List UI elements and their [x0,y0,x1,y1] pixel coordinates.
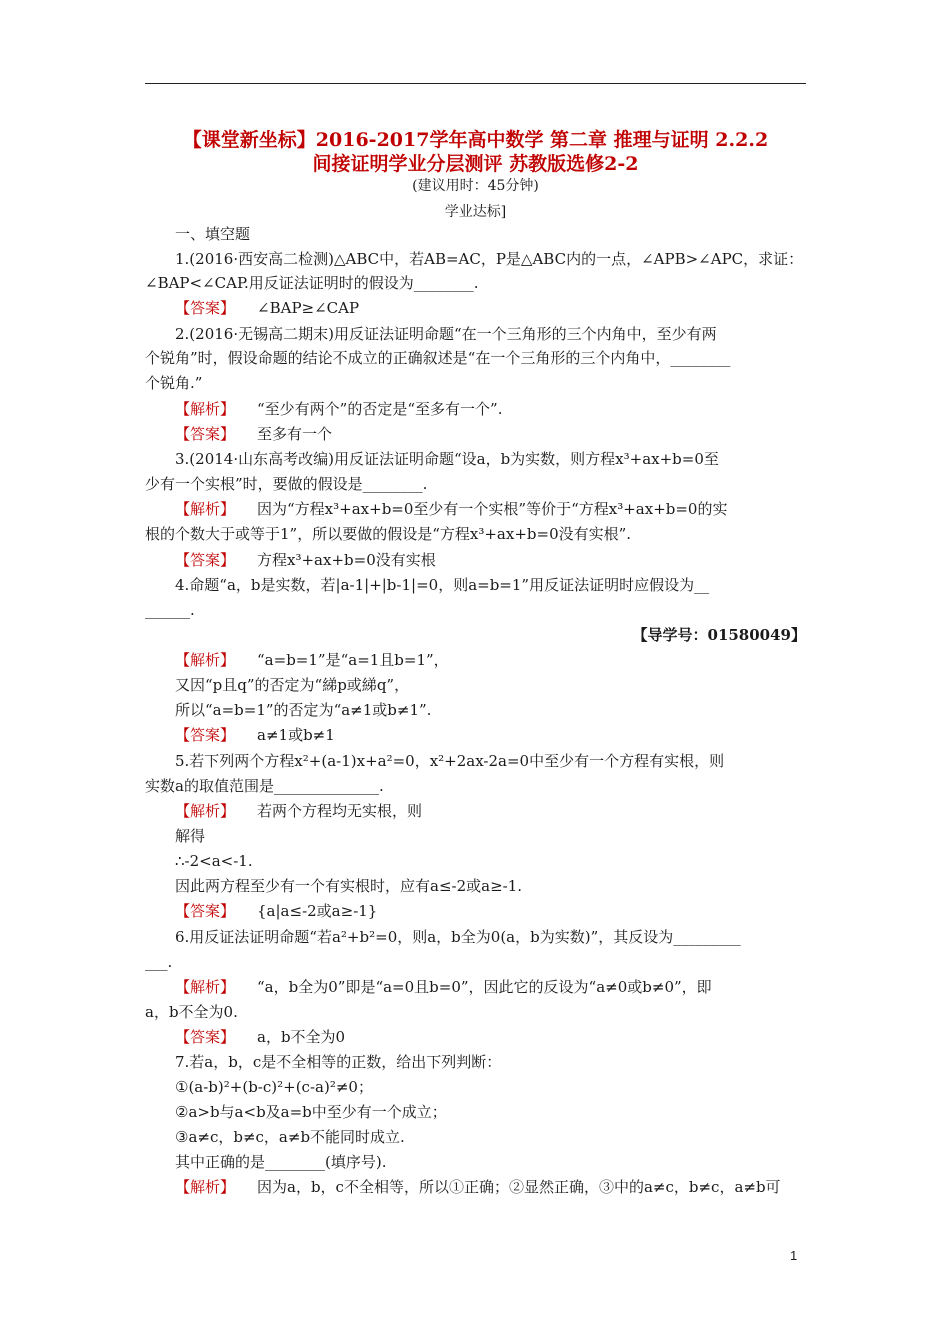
q5-text-2: 实数a的取值范围是______________. [145,777,384,795]
q3-analysis-1 [145,497,806,521]
answer-tag: 【答案】 [175,1028,236,1046]
q2-text-3: 个锐角.” [145,374,203,392]
q6-text-1: 6.用反证法证明命题“若a²+b²=0，则a，b全为0(a，b为实数)”，其反设为_________ [175,928,741,946]
title-line-2: 间接证明学业分层测评 苏教版选修2-2 [312,153,639,175]
q2-text-2: 个锐角”时，假设命题的结论不成立的正确叙述是“在一个三角形的三个内角中，________ [145,349,731,367]
q6-analysis-2: a，b不全为0. [145,1003,238,1021]
q5-analysis-text: 若两个方程均无实根，则 [257,802,423,820]
answer-tag: 【答案】 [175,299,236,317]
answer-tag: 【答案】 [175,425,236,443]
q6-answer-text: a，b不全为0 [257,1028,346,1046]
q1-text-1: 1.(2016·西安高二检测)△ABC中，若AB=AC，P是△ABC内的一点，∠APB>∠APC，求证： [175,250,804,268]
q2-analysis-text: “至少有两个”的否定是“至多有一个”. [257,400,503,418]
suggested-time: (建议用时：45分钟) [412,178,539,194]
q2-answer-text: 至多有一个 [257,425,333,443]
answer-tag: 【答案】 [175,551,236,569]
q2-answer [145,422,806,446]
q5-answer [145,899,806,923]
q7-text-5: 其中正确的是________(填序号). [175,1153,387,1171]
q7-analysis-text: 因为a，b，c不全相等，所以①正确；②显然正确，③中的a≠c，b≠c，a≠b可 [257,1178,781,1196]
answer-tag: 【答案】 [175,726,236,744]
answer-tag: 【答案】 [175,902,236,920]
q3-analysis-text: 因为“方程x³+ax+b=0至少有一个实根”等价于“方程x³+ax+b=0的实 [257,500,728,518]
analysis-tag: 【解析】 [175,1178,236,1196]
q4-analysis-text: “a=b=1”是“a=1且b=1”， [257,651,449,669]
header-rule [145,83,806,84]
analysis-tag: 【解析】 [175,500,236,518]
q7-text-1: 7.若a，b，c是不全相等的正数，给出下列判断： [175,1053,502,1071]
q6-analysis-1 [145,975,806,999]
document-title [145,128,806,176]
q4-answer-text: a≠1或b≠1 [257,726,335,744]
q7-text-2: ①(a-b)²+(b-c)²+(c-a)²≠0； [175,1078,373,1096]
q1-answer [145,296,806,320]
q5-analysis-4: 因此两方程至少有一个有实根时，应有a≤-2或a≥-1. [175,877,523,895]
q6-analysis-text: “a，b全为0”即是“a=0且b=0”，因此它的反设为“a≠0或b≠0”，即 [257,978,712,996]
q4-analysis-1 [145,648,806,672]
analysis-tag: 【解析】 [175,978,236,996]
q5-text-1: 5.若下列两个方程x²+(a-1)x+a²=0，x²+2ax-2a=0中至少有一个方程有实根，则 [175,752,725,770]
q5-analysis-2: 解得 [175,827,206,845]
q4-text-2: ______. [145,601,195,619]
title-line-1: 【课堂新坐标】2016-2017学年高中数学 第二章 推理与证明 2.2.2 [182,129,769,151]
q3-answer-text: 方程x³+ax+b=0没有实根 [257,551,436,569]
q1-text-2: ∠BAP<∠CAP.用反证法证明时的假设为________. [145,274,479,292]
q2-text-1: 2.(2016·无锡高二期末)用反证法证明命题“在一个三角形的三个内角中，至少有两 [175,325,717,343]
q4-analysis-2: 又因“p且q”的否定为“綈p或綈q”， [175,676,410,694]
q4-analysis-3: 所以“a=b=1”的否定为“a≠1或b≠1”. [175,701,432,719]
page-number: 1 [790,1248,798,1263]
q7-text-3: ②a>b与a<b及a=b中至少有一个成立； [175,1103,447,1121]
q4-text-1: 4.命题“a，b是实数，若|a-1|+|b-1|=0，则a=b=1”用反证法证明时应假设为__ [175,576,710,594]
q2-analysis [145,397,806,421]
analysis-tag: 【解析】 [175,651,236,669]
analysis-tag: 【解析】 [175,802,236,820]
q3-text-1: 3.(2014·山东高考改编)用反证法证明命题“设a，b为实数，则方程x³+ax+b=0至 [175,450,719,468]
section-title: 学业达标] [444,204,507,220]
guide-number: 【导学号：01580049】 [632,626,806,644]
q7-text-4: ③a≠c，b≠c，a≠b不能同时成立. [175,1128,405,1146]
q6-text-2: ___. [145,953,173,971]
q5-analysis-3: ∴-2<a<-1. [175,852,253,870]
q6-answer [145,1025,806,1049]
part-heading: 一、填空题 [175,225,251,243]
q4-answer [145,723,806,747]
analysis-tag: 【解析】 [175,400,236,418]
q5-answer-text: {a|a≤-2或a≥-1} [257,902,378,920]
q7-analysis-1 [145,1175,806,1199]
q3-answer [145,548,806,572]
q5-analysis-1 [145,799,806,823]
q3-analysis-2: 根的个数大于或等于1”，所以要做的假设是“方程x³+ax+b=0没有实根”. [145,525,632,543]
q3-text-2: 少有一个实根”时，要做的假设是________. [145,475,428,493]
q1-answer-text: ∠BAP≥∠CAP [257,299,360,317]
